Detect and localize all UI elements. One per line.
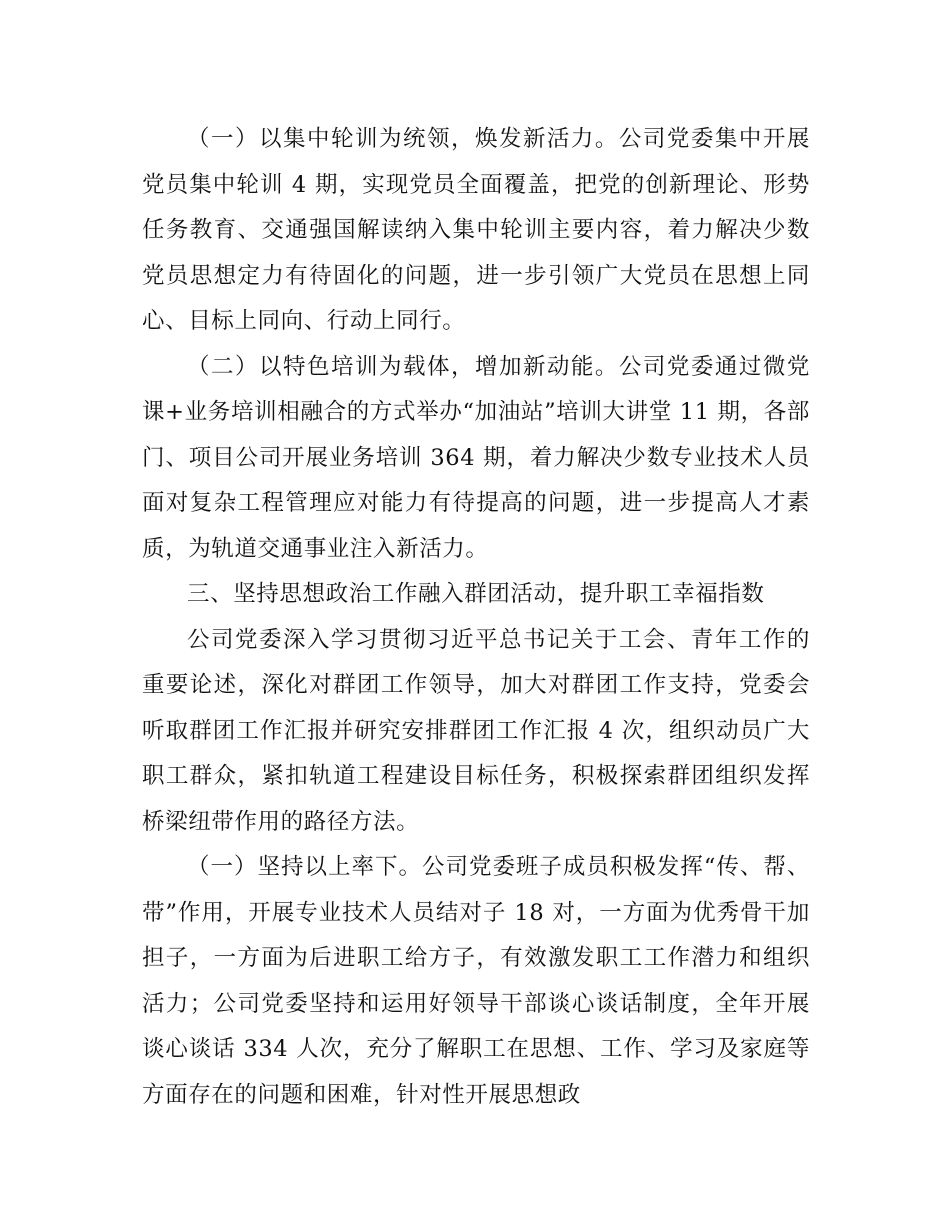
- section-heading-three: 三、坚持思想政治工作融入群团活动，提升职工幸福指数: [187, 581, 765, 607]
- document-body: [142, 117, 810, 1118]
- paragraph-lead-by-example: （一）坚持以上率下。公司党委班子成员积极发挥“传、帮、带”作用，开展专业技术人员结对子 18 对，一方面为优秀骨干加担子，一方面为后进职工给方子，有效激发职工工作潜力和组织活力；公司党委坚持和运用好领导干部谈心谈话制度，全年开展谈心谈话 334 人次，充分了解职工在思想、工作、学习及家庭等方面存在的问题和困难，针对性开展思想政: [142, 854, 810, 1108]
- paragraph-special-training: （二）以特色培训为载体，增加新动能。公司党委通过微党课+业务培训相融合的方式举办“加油站”培训大讲堂 11 期，各部门、项目公司开展业务培训 364 期，着力解决少数专业技术人员面对复杂工程管理应对能力有待提高的问题，进一步提高人才素质，为轨道交通事业注入新活力。: [142, 353, 810, 562]
- paragraph-mass-organization-work: 公司党委深入学习贯彻习近平总书记关于工会、青年工作的重要论述，深化对群团工作领导，加大对群团工作支持，党委会听取群团工作汇报并研究安排群团工作汇报 4 次，组织动员广大职工群众，紧扣轨道工程建设目标任务，积极探索群团组织发挥桥梁纽带作用的路径方法。: [142, 626, 810, 835]
- paragraph-centralized-training: （一）以集中轮训为统领，焕发新活力。公司党委集中开展党员集中轮训 4 期，实现党员全面覆盖，把党的创新理论、形势任务教育、交通强国解读纳入集中轮训主要内容，着力解决少数党员思想定力有待固化的问题，进一步引领广大党员在思想上同心、目标上同向、行动上同行。: [142, 126, 810, 334]
